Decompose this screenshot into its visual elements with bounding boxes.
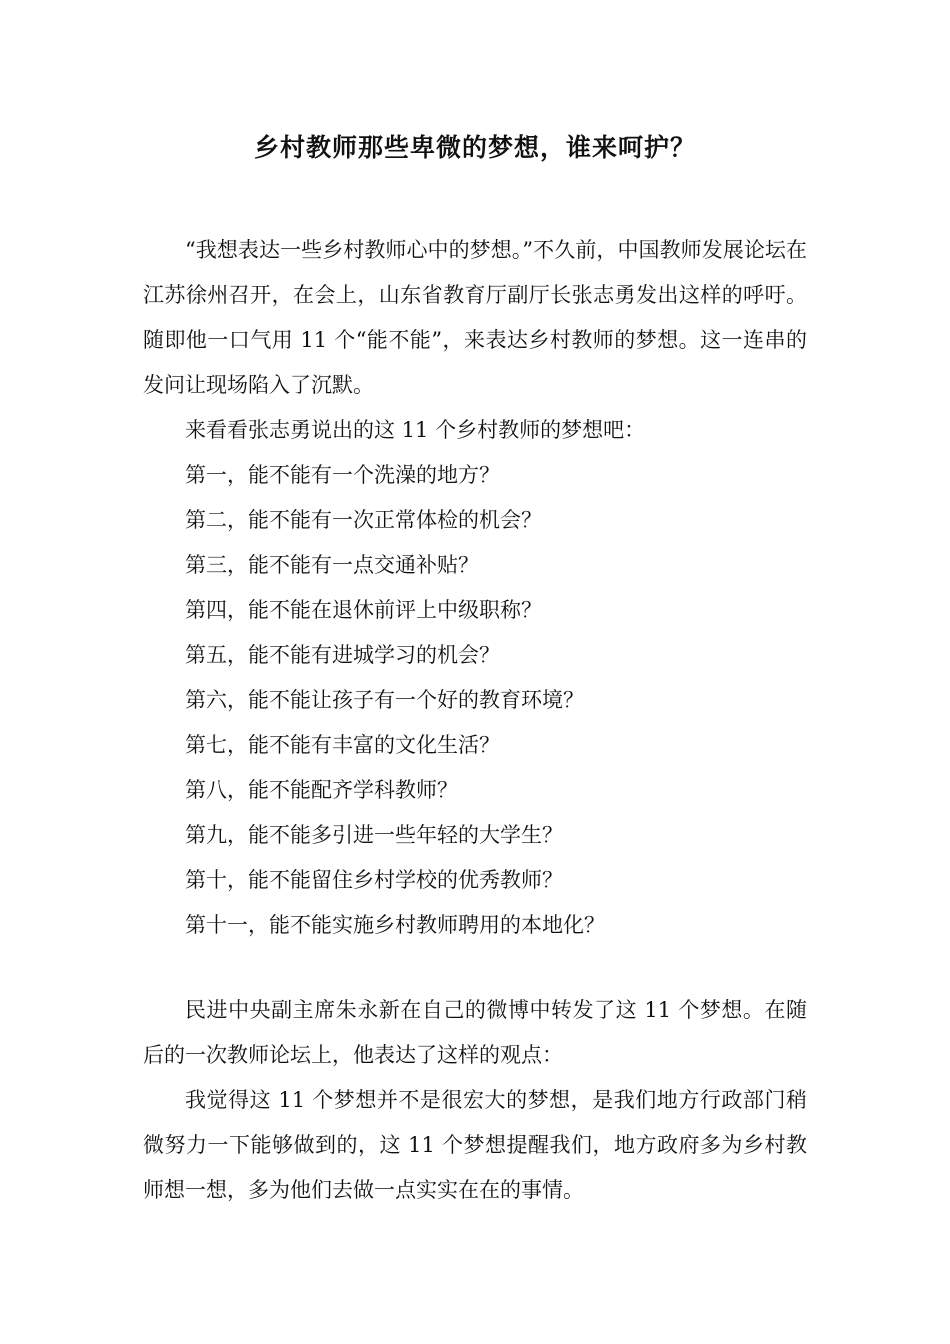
dream-item-6: 第六，能不能让孩子有一个好的教育环境？ [185, 688, 584, 712]
dream-item-11: 第十一，能不能实施乡村教师聘用的本地化？ [185, 913, 605, 937]
body-section-1 [143, 228, 807, 948]
paragraph-lead-in: 来看看张志勇说出的这 11 个乡村教师的梦想吧： [185, 418, 646, 442]
paragraph-zhu-yongxin: 民进中央副主席朱永新在自己的微博中转发了这 11 个梦想。在随后的一次教师论坛上，他表达了这样的观点： [143, 998, 807, 1067]
dream-item-1: 第一，能不能有一个洗澡的地方？ [185, 463, 500, 487]
dream-item-5: 第五，能不能有进城学习的机会？ [185, 643, 500, 667]
dream-item-4: 第四，能不能在退休前评上中级职称？ [185, 598, 542, 622]
dream-item-3: 第三，能不能有一点交通补贴？ [185, 553, 479, 577]
paragraph-intro: “我想表达一些乡村教师心中的梦想。”不久前，中国教师发展论坛在江苏徐州召开，在会上，山东省教育厅副厅长张志勇发出这样的呼吁。随即他一口气用 11 个“能不能”，来表达乡村教师的梦想。这一连串的发问让现场陷入了沉默。 [143, 238, 807, 397]
paragraph-quote: 我觉得这 11 个梦想并不是很宏大的梦想，是我们地方行政部门稍微努力一下能够做到的，这 11 个梦想提醒我们，地方政府多为乡村教师想一想，多为他们去做一点实实在在的事情。 [143, 1088, 807, 1202]
body-section-2 [143, 988, 807, 1213]
dream-item-10: 第十，能不能留住乡村学校的优秀教师？ [185, 868, 563, 892]
dream-item-8: 第八，能不能配齐学科教师？ [185, 778, 458, 802]
document-title: 乡村教师那些卑微的梦想，谁来呵护？ [253, 133, 696, 162]
dream-item-2: 第二，能不能有一次正常体检的机会？ [185, 508, 542, 532]
dream-item-9: 第九，能不能多引进一些年轻的大学生？ [185, 823, 563, 847]
dream-item-7: 第七，能不能有丰富的文化生活？ [185, 733, 500, 757]
